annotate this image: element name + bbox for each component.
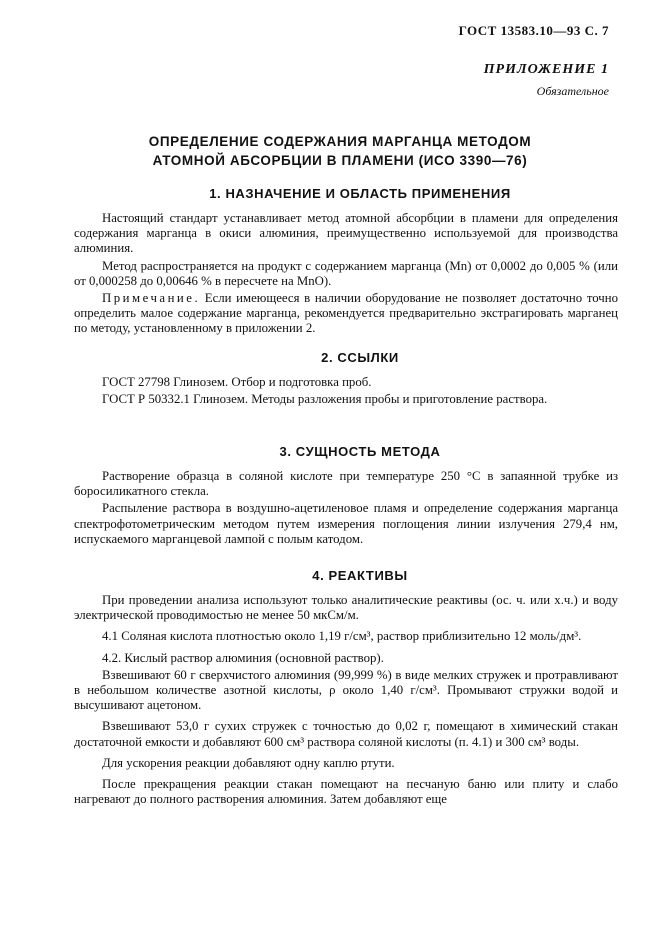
appendix-label: [484, 62, 609, 99]
main-title: [60, 132, 620, 170]
section-reagents: [74, 568, 618, 807]
paragraph: 4.2. Кислый раствор алюминия (основной раствор).: [102, 650, 384, 665]
appendix-title: ПРИЛОЖЕНИЕ 1: [483, 62, 609, 77]
section-title: 1. НАЗНАЧЕНИЕ И ОБЛАСТЬ ПРИМЕНЕНИЯ: [209, 186, 511, 201]
section-title: 4. РЕАКТИВЫ: [312, 568, 408, 583]
note-text: Если имеющееся в наличии оборудование не позволяет достаточно точно определить малое содержание марганца, рекомендуется предварительно экстрагировать марганец по методу, установленному в приложении 2.: [74, 291, 618, 336]
note-label: Примечание.: [102, 291, 201, 306]
main-title-line-1: ОПРЕДЕЛЕНИЕ СОДЕРЖАНИЯ МАРГАНЦА МЕТОДОМ: [148, 134, 532, 149]
paragraph: ГОСТ Р 50332.1 Глинозем. Методы разложения пробы и приготовление раствора.: [102, 392, 548, 407]
paragraph: 4.1 Соляная кислота плотностью около 1,19 г/см³, раствор приблизительно 12 моль/дм³.: [102, 629, 582, 644]
paragraph: При проведении анализа используют только аналитические реактивы (ос. ч. или х.ч.) и воду электрической проводимостью не менее 50 мкСм/м.: [74, 593, 618, 623]
paragraph: Растворение образца в соляной кислоте при температуре 250 °С в запаянной трубке из боросиликатного стекла.: [74, 469, 618, 499]
section-references: [102, 350, 618, 407]
running-head: ГОСТ 13583.10—93 С. 7: [458, 23, 609, 38]
paragraph: Метод распространяется на продукт с содержанием марганца (Mn) от 0,0002 до 0,005 % (или от 0,000258 до 0,00646 % в пересчете на MnO).: [74, 258, 618, 288]
appendix-subtitle: Обязательное: [536, 84, 609, 98]
paragraph: ГОСТ 27798 Глинозем. Отбор и подготовка проб.: [102, 375, 372, 389]
section-scope: [74, 186, 618, 337]
paragraph: Взвешивают 53,0 г сухих стружек с точностью до 0,02 г, помещают в химический стакан достаточной емкости и добавляют 600 см³ раствора соляной кислоты (п. 4.1) и 300 см³ воды.: [74, 719, 618, 749]
section-title: 3. СУЩНОСТЬ МЕТОДА: [279, 444, 441, 459]
paragraph: После прекращения реакции стакан помещают на песчаную баню или плиту и слабо нагревают до полного растворения алюминия. Затем добавляют еще: [74, 777, 618, 807]
paragraph: Распыление раствора в воздушно-ацетиленовое пламя и определение содержания марганца спектрофотометрическим методом путем измерения поглощения линии излучения 279,4 нм, испускаемого марганцевой лампой с полым катодом.: [74, 501, 618, 546]
main-title-line-2: АТОМНОЙ АБСОРБЦИИ В ПЛАМЕНИ (ИСО 3390—76): [152, 153, 528, 168]
paragraph: Для ускорения реакции добавляют одну каплю ртути.: [102, 755, 395, 770]
paragraph: Настоящий стандарт устанавливает метод атомной абсорбции в пламени для определения содержания марганца в окиси алюминия, преимущественно используемой для производства алюминия.: [74, 211, 618, 256]
paragraph: Взвешивают 60 г сверхчистого алюминия (99,999 %) в виде мелких стружек и протравливают в небольшом количестве азотной кислоты, ρ около 1,40 г/см³. Промывают стружки водой и высушивают ацетоном.: [74, 667, 618, 713]
section-title: 2. ССЫЛКИ: [321, 350, 399, 365]
note-paragraph: [74, 291, 618, 337]
section-method-essence: [74, 444, 618, 547]
